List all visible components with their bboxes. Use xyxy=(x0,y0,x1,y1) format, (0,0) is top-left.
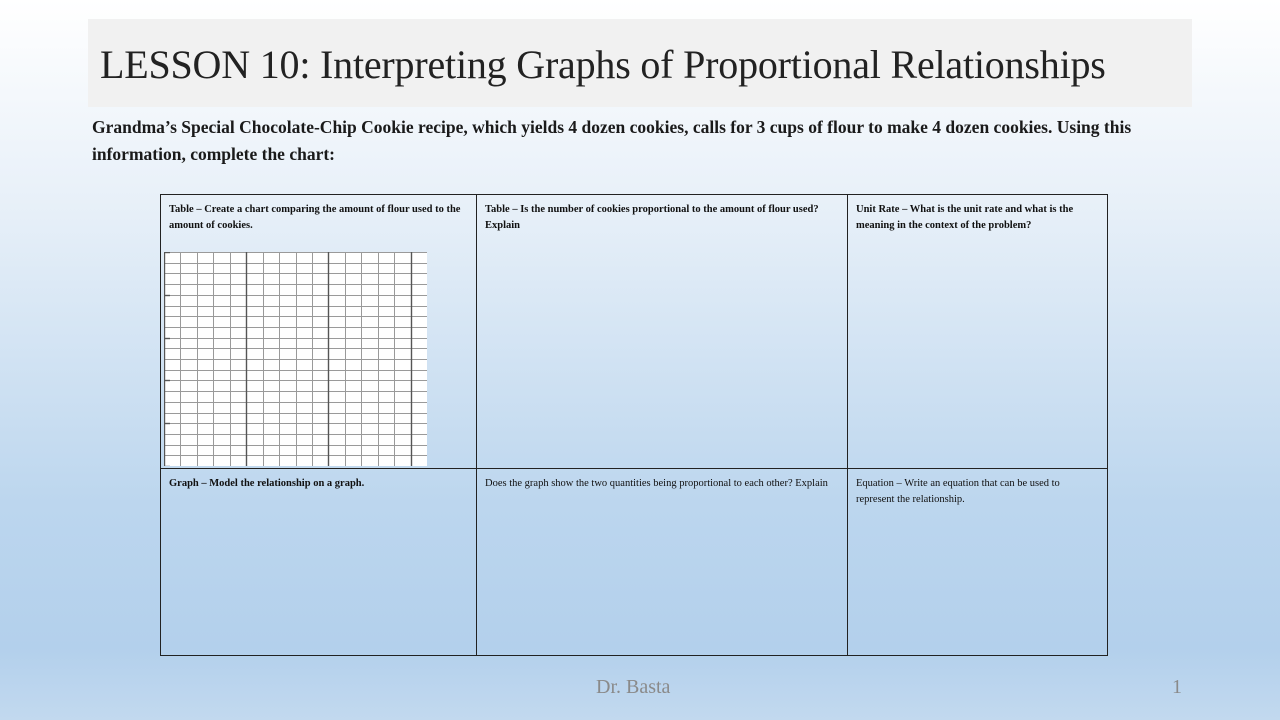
graph-paper xyxy=(164,252,427,466)
prompt-graph-proportional: Does the graph show the two quantities being proportional to each other? Explain xyxy=(485,478,828,489)
prompt-equation: Equation – Write an equation that can be used to represent the relationship. xyxy=(856,478,1060,505)
cell-unit-rate xyxy=(848,195,1107,469)
problem-statement: Grandma’s Special Chocolate-Chip Cookie recipe, which yields 4 dozen cookies, calls for 3 cups of flour to make 4 dozen cookies. Using this information, complete the chart: xyxy=(92,117,1132,164)
slide-title: LESSON 10: Interpreting Graphs of Proportional Relationships xyxy=(100,42,1106,87)
cell-graph-proportional xyxy=(477,469,848,655)
cell-table-proportional xyxy=(477,195,848,469)
prompt-graph: Graph – Model the relationship on a graph. xyxy=(169,478,365,489)
footer-author: Dr. Basta xyxy=(596,676,671,698)
cell-equation xyxy=(848,469,1107,655)
worksheet-table xyxy=(160,194,1108,656)
title-bar xyxy=(88,19,1192,107)
prompt-table-proportional: Table – Is the number of cookies proportional to the amount of flour used? Explain xyxy=(485,204,819,231)
prompt-unit-rate: Unit Rate – What is the unit rate and what is the meaning in the context of the problem? xyxy=(856,204,1074,231)
cell-graph xyxy=(161,469,477,655)
prompt-table-chart: Table – Create a chart comparing the amount of flour used to the amount of cookies. xyxy=(169,204,461,231)
cell-table-chart xyxy=(161,195,477,469)
page-number: 1 xyxy=(1172,676,1182,698)
